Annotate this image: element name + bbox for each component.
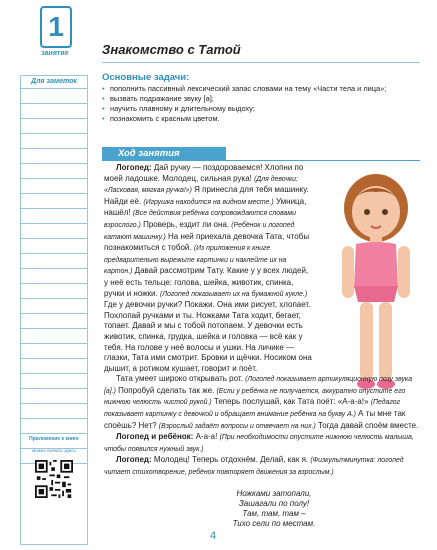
note: (Ребёнок и логопед катают машинку.) — [104, 221, 295, 241]
speaker-label: Логопед: — [116, 455, 152, 465]
text-run: Тата умеет широко открывать рот. — [116, 374, 246, 384]
note: (Для девочки: «Ласковая, мягкая ручка!») — [104, 175, 298, 195]
notes-heading: Для заметок — [21, 76, 87, 89]
section-title: Ход занятия — [118, 148, 180, 159]
poem-line: Там, там, там – — [242, 509, 306, 518]
title-divider — [102, 62, 420, 63]
notes-sidebar — [20, 75, 88, 545]
paragraph — [104, 374, 420, 432]
poem-line: Тихо сели по местам. — [232, 519, 316, 528]
text-run: Где у девочки ручки? Покажи. Она ими рисует, хлопает. Похлопай ручками и ты. Ножками Тата ходит, бегает, топает. Давай и мы с тобой потопаем. У девочки есть животик, спинка, грудка, шейка и головка — всё как у тебя. На голове у неё волосы и ушки. На личике — глазки, Тата ими смотрит. Бровки и щёчки. Носиком она дышит, а ротиком кушает, говорит и поёт. — [104, 300, 312, 373]
note: (Взрослый задаёт вопросы и отвечает на них.) — [158, 422, 316, 430]
poem-line: Зашагали по полу! — [238, 499, 310, 508]
note: (Педагог показывает картинку с девочкой и обращает внимание ребёнка на букву А.) — [104, 399, 401, 419]
task-item: • вызвать подражание звуку [а]; — [102, 94, 420, 104]
download-label: можно скачать здесь — [32, 448, 76, 453]
note: (Игрушка находится на видном месте.) — [143, 198, 274, 206]
poem — [214, 489, 334, 529]
tasks-list — [102, 84, 420, 124]
qr-code-icon[interactable] — [35, 460, 73, 498]
note: (Если у ребёнка не получается, аккуратно опустите его нижнюю челюсть чистой рукой.) — [104, 387, 406, 407]
text-run: Я принесла для тебя машинку. Найди её. — [104, 185, 309, 206]
page-number: 4 — [210, 530, 217, 542]
paragraph — [104, 455, 420, 478]
poem-line: Ножками затопали, — [236, 489, 312, 498]
text-run: Молодец! Теперь отдохнём. Делай, как я. — [151, 455, 311, 465]
task-item: • познакомить с красным цветом. — [102, 114, 420, 124]
text-run: А-а-а! — [193, 432, 220, 442]
note: (Физкультминутка: логопед читает стихотворение, ребёнок повторяет движения за взрослым.) — [104, 457, 404, 477]
page-title: Знакомство с Татой — [102, 42, 241, 57]
lesson-caption: занятие — [41, 50, 69, 57]
text-run: Теперь послушай, как Тата поёт: «А-а-а!» — [211, 397, 371, 407]
text-run: Тогда давай споём вместе. — [315, 420, 419, 430]
text-run: Проверь, ездит ли она. — [140, 219, 232, 229]
note: (Логопед показывает артикуляционную позу звука [а].) — [104, 376, 413, 395]
paragraph — [104, 432, 420, 455]
text-run: Дай ручку — поздороваемся! Хлопни по моей ладошке. Молодец, сильная рука! — [104, 163, 304, 183]
task-item: • пополнить пассивный лексический запас словами на тему «Части тела и лица»; — [102, 84, 420, 94]
task-item: • научить плавному и длительному выдоху; — [102, 104, 420, 114]
text-run: На ней приехала девочка Тата, чтобы познакомиться с тобой. — [104, 231, 310, 253]
note: (Логопед показывает их на бумажной кукле.) — [159, 290, 308, 298]
speaker-label: Логопед и ребёнок: — [116, 432, 194, 442]
note: (Из приложения к книге предварительно вырежьте картинки и наклейте их на картон.) — [104, 245, 287, 276]
notes-lines — [21, 89, 87, 473]
lesson-text — [104, 163, 420, 479]
text-run: А ты мне так споёшь? Нет? — [104, 409, 406, 430]
lesson-number: 1 — [40, 6, 72, 48]
lesson-number-box — [12, 6, 88, 66]
paragraph — [104, 163, 314, 374]
tasks-heading: Основные задачи: — [102, 72, 190, 83]
section-divider — [102, 160, 420, 161]
text-run: Попробуй сделать так же. — [115, 385, 217, 395]
text-run: Умница, нашёл! — [104, 196, 307, 218]
speaker-label: Логопед: — [116, 163, 152, 172]
annex-label: Приложение к книге — [29, 436, 79, 442]
note: (При необходимости опустите нижнюю челюсть малыша, чтобы появился нужный звук.) — [104, 434, 414, 453]
note: (Все действия ребёнка сопровождаются словами взрослого.) — [104, 210, 296, 229]
text-run: Давай рассмотрим Тату. Какие у у всех людей, у неё есть тельце: голова, шейка, животик, спинка, ручки и ножки. — [104, 266, 309, 298]
